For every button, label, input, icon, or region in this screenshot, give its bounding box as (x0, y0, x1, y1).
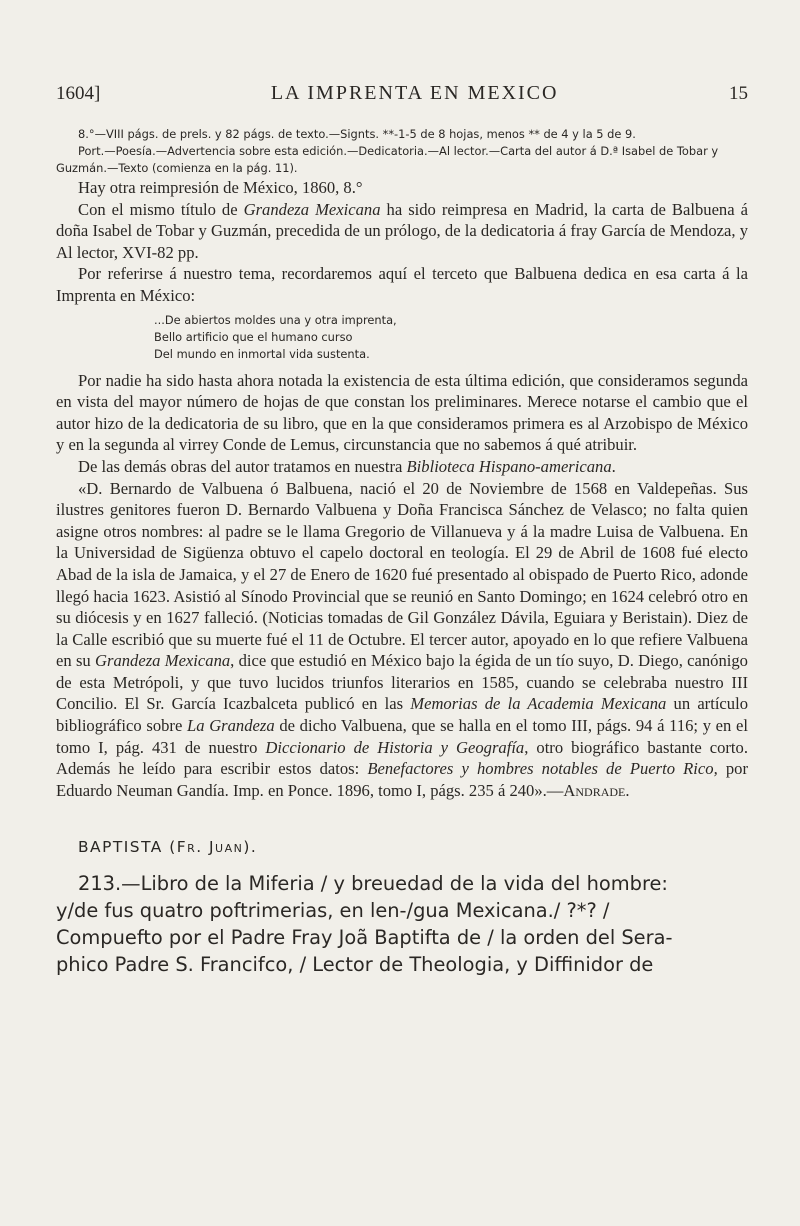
madrid-reprint-paragraph: Con el mismo título de Grandeza Mexicana ha sido reimpresa en Madrid, la carta de Balbuena á doña Isabel de Tobar y Guzmán, precedida de un prólogo, de la dedicatoria á fray García de Mendoza, y Al lector, XVI-82 pp. (56, 199, 748, 262)
verse-line: Del mundo en inmortal vida sustenta. (154, 346, 370, 361)
entry-title-transcription (56, 870, 748, 978)
verse-quote (154, 312, 748, 363)
title-line: 213.—Libro de la Miferia / y breuedad de la vida del hombre: (78, 872, 668, 896)
title-line: y/de fus quatro poftrimerias, en len-/gua Mexicana./ ?*? / (56, 899, 610, 923)
verse-line: Bello artificio que el humano curso (154, 329, 353, 344)
title-line: phico Padre S. Francifco, / Lector de Theologia, y Diffinidor de (56, 953, 654, 977)
collation-note: 8.°—VIII págs. de prels. y 82 págs. de texto.—Signts. **-1-5 de 8 hojas, menos ** de 4 y la 5 de 9. (78, 127, 636, 141)
running-head (56, 82, 748, 105)
page-number: 15 (728, 83, 748, 104)
verse-line: ...De abiertos moldes una y otra imprenta, (154, 312, 397, 327)
reprint-mexico-paragraph: Hay otra reimpresión de México, 1860, 8.° (78, 178, 363, 197)
author-heading: BAPTISTA (Fr. Juan). (78, 838, 258, 857)
biography-paragraph: «D. Bernardo de Valbuena ó Balbuena, nació el 20 de Noviembre de 1568 en Valdepeñas. Sus ilustres genitores fueron D. Bernardo Valbuena y Doña Francisca Sánchez de Velasco; no falta quien asigne otros nombres: al padre se le llama Gregorio de Villanueva y á la madre Luisa de Valbuena. En la Universidad de Sigüenza obtuvo el capelo doctoral en teología. El 29 de Abril de 1608 fué electo Abad de la isla de Jamaica, y el 27 de Enero de 1620 fué presentado al obispado de Puerto Rico, adonde llegó hacia 1623. Asistió al Sínodo Provincial que se reunió en Santo Domingo; en 1624 celebró otro en su diócesis y en 1627 falleció. (Noticias tomadas de Gil González Dávila, Eguiara y Beristain). Diez de la Calle escribió que su muerte fué el 11 de Octubre. El tercer autor, apoyado en lo que refiere Valbuena en su Grandeza Mexicana, dice que estudió en México bajo la égida de un tío suyo, D. Diego, canónigo de esta Metrópoli, y que tuvo lucidos triunfos literarios en 1585, cuando se celebraba nuestro III Concilio. El Sr. García Icazbalceta publicó en las Memorias de la Academia Mexicana un artículo bibliográfico sobre La Grandeza de dicho Valbuena, que se halla en el tomo III, págs. 94 á 116; y en el tomo I, pág. 431 de nuestro Diccionario de Historia y Geografía, otro biográfico bastante corto. Además he leído para escribir estos datos: Benefactores y hombres notables de Puerto Rico, por Eduardo Neuman Gandía. Imp. en Ponce. 1896, tomo I, págs. 235 á 240».—Andrade. (56, 478, 748, 800)
running-head-year: 1604] (56, 83, 101, 104)
other-works-paragraph: De las demás obras del autor tratamos en nuestra Biblioteca Hispano-americana. (78, 456, 616, 476)
title-line: Compuefto por el Padre Fray Joã Baptifta de / la orden del Sera- (56, 926, 673, 950)
contents-note: Port.—Poesía.—Advertencia sobre esta edición.—Dedicatoria.—Al lector.—Carta del autor á D.ª Isabel de Tobar y Guzmán.—Texto (comienza en la pág. 11). (56, 144, 719, 175)
page-body (56, 126, 748, 978)
edition-remarks-paragraph: Por nadie ha sido hasta ahora notada la existencia de esta última edición, que consideramos segunda en vista del mayor número de hojas de que constan los preliminares. Merece notarse el cambio que el autor hizo de la dedicatoria de su libro, que en la que consideramos primera es al Arzobispo de México y en la segunda al virrey Conde de Lemus, circunstancia que no sabemos á qué atribuir. (56, 370, 748, 455)
running-head-title: LA IMPRENTA EN MEXICO (270, 82, 559, 104)
terceto-intro-paragraph: Por referirse á nuestro tema, recordaremos aquí el terceto que Balbuena dedica en esa carta á la Imprenta en México: (56, 264, 748, 305)
